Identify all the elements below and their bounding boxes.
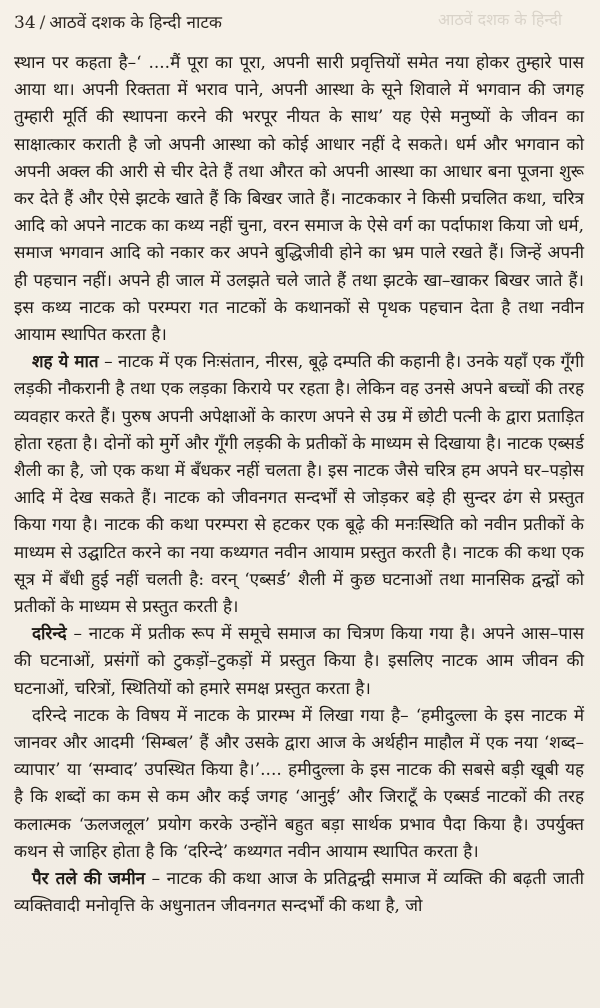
- paragraph-3: [14, 621, 584, 703]
- paragraph-2-text: – नाटक में एक निःसंतान, नीरस, बूढ़े दम्पति की कहानी है। उनके यहाँ एक गूँगी लड़की नौकरानी है तथा एक लड़का किराये पर रहता है। लेकिन वह उनसे अपने बच्चों की तरह व्यवहार करते हैं। पुरुष अपनी अपेक्षाओं के कारण अपने से उम्र में छोटी पत्नी के द्वारा प्रताड़ित होता रहता है। दोनों को मुर्गे और गूँगी लड़की के प्रतीकों के माध्यम से दिखाया है। नाटक एब्सर्ड शैली का है, जो एक कथा में बँधकर नहीं चलता है। इस नाटक जैसे चरित्र हम अपने घर–पड़ोस आदि में देख सकते हैं। नाटक को जीवनगत सन्दर्भों से जोड़कर बड़े ही सुन्दर ढंग से प्रस्तुत किया गया है। नाटक की कथा परम्परा से हटकर एक बूढ़े की मनःस्थिति को नवीन प्रतीकों के माध्यम से उद्घाटित करने का नया कथ्यगत नवीन आयाम प्रस्तुत करती है। नाटक की कथा एक सूत्र में बँधी हुई नहीं चलती है: वरन् ‘एब्सर्ड’ शैली में कुछ घटनाओं तथा मानसिक द्वन्द्वों को प्रतीकों के माध्यम से प्रस्तुत करती है।: [14, 352, 585, 618]
- book-title: आठवें दशक के हिन्दी नाटक: [49, 13, 222, 33]
- bleed-through-text: आठवें दशक के हिन्दी: [438, 10, 562, 29]
- term-shah-ye-maat: शह ये मात: [32, 352, 99, 373]
- page-body: [14, 50, 584, 921]
- paragraph-5-text: – नाटक की कथा आज के प्रतिद्वन्द्वी समाज में व्यक्ति की बढ़ती जाती व्यक्तिवादी मनोवृत्ति के अधुनातन जीवनगत सन्दर्भों की कथा है, जो: [14, 869, 584, 917]
- paragraph-3-text: – नाटक में प्रतीक रूप में समूचे समाज का चित्रण किया गया है। अपने आस–पास की घटनाओं, प्रसंगों को टुकड़ों–टुकड़ों में प्रस्तुत किया है। इसलिए नाटक आम जीवन की घटनाओं, चरित्रों, स्थितियों को हमारे समक्ष प्रस्तुत करता है।: [14, 624, 584, 699]
- paragraph-1: स्थान पर कहता है–‘ ....मैं पूरा का पूरा, अपनी सारी प्रवृत्तियों समेत नया होकर तुम्हारे पास आया था। अपनी रिक्तता में भराव पाने, अपनी आस्था के सूने शिवाले में भगवान की जगह तुम्हारी मूर्ति की स्थापना करने की भरपूर नीयत के साथ’ यह ऐसे मनुष्यों के जीवन का साक्षात्कार कराती है जो अपनी आस्था को कोई आधार नहीं दे सकते। धर्म और भगवान को अपनी अक्ल की आरी से चीर देते हैं तथा औरत को अपनी आस्था का आधार बना पूजना शुरू कर देते हैं और ऐसे झटके खाते हैं कि बिखर जाते हैं। नाटककार ने किसी प्रचलित कथा, चरित्र आदि को अपने नाटक का कथ्य नहीं चुना, वरन समाज के ऐसे वर्ग का पर्दाफाश किया जो धर्म, समाज भगवान आदि को नकार कर अपने बुद्धिजीवी होने का भ्रम पाले रखते हैं। जिन्हें अपनी ही पहचान नहीं। अपने ही जाल में उलझते चले जाते हैं तथा झटके खा–खाकर बिखर जाते हैं। इस कथ्य नाटक को परम्परा गत नाटकों के कथानकों से पृथक पहचान देता है तथा नवीन आयाम स्थापित करता है।: [14, 53, 584, 346]
- term-darinde: दरिन्दे: [32, 624, 67, 645]
- paragraph-2: [14, 349, 584, 621]
- term-pair-tale-ki-zameen: पैर तले की जमीन: [32, 869, 146, 890]
- paragraph-5: [14, 866, 584, 920]
- header-separator: /: [39, 13, 46, 33]
- paragraph-4: दरिन्दे नाटक के विषय में नाटक के प्रारम्भ में लिखा गया है– ‘हमीदुल्ला के इस नाटक में जानवर और आदमी ‘सिम्बल’ हैं और उसके द्वारा आज के अर्थहीन माहौल में एक नया ‘शब्द–व्यापार’ या ‘सम्वाद’ उपस्थित किया है।’.... हमीदुल्ला के इस नाटक की सबसे बड़ी खूबी यह है कि शब्दों का कम से कम और कई जगह ‘आनुई’ और जिराटूँ के एब्सर्ड नाटकों की तरह कलात्मक ‘ऊलजलूल’ प्रयोग करके उन्होंने बहुत बड़ा सार्थक प्रभाव पैदा किया है। उपर्युक्त कथन से जाहिर होता है कि ‘दरिन्दे’ कथ्यगत नवीन आयाम स्थापित करता है।: [14, 705, 584, 862]
- page-number: 34: [14, 13, 36, 33]
